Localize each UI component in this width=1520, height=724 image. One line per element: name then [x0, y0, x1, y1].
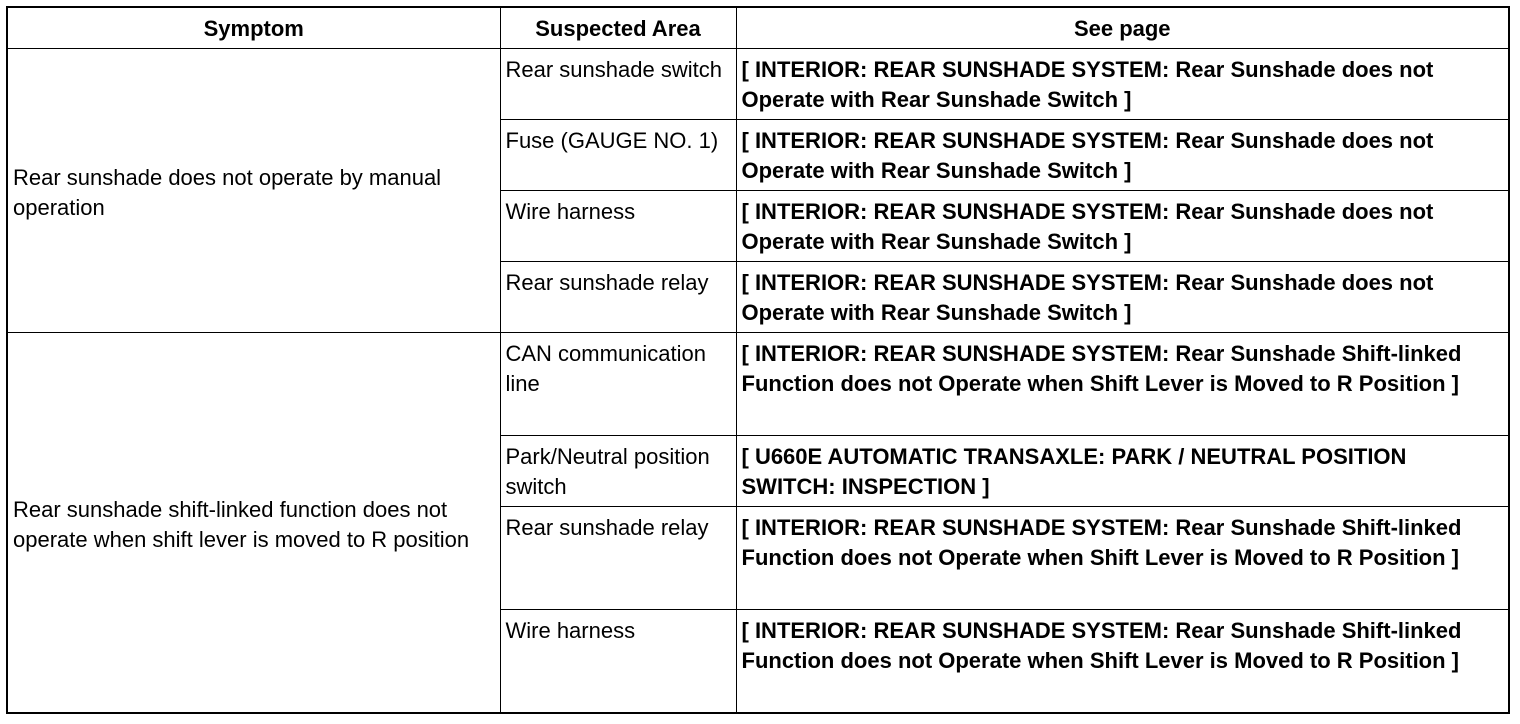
suspected-area-cell: Park/Neutral position switch	[500, 436, 736, 507]
header-symptom: Symptom	[7, 7, 500, 49]
suspected-area-cell: Rear sunshade relay	[500, 262, 736, 333]
see-page-link[interactable]: [ INTERIOR: REAR SUNSHADE SYSTEM: Rear Sunshade does not Operate with Rear Sunshade Switch ]	[736, 262, 1509, 333]
suspected-area-cell: Wire harness	[500, 191, 736, 262]
see-page-link[interactable]: [ INTERIOR: REAR SUNSHADE SYSTEM: Rear Sunshade does not Operate with Rear Sunshade Switch ]	[736, 120, 1509, 191]
symptom-cell: Rear sunshade shift-linked function does not operate when shift lever is moved to R position	[7, 333, 500, 714]
header-row	[7, 7, 1509, 49]
symptom-cell: Rear sunshade does not operate by manual operation	[7, 49, 500, 333]
see-page-link[interactable]: [ INTERIOR: REAR SUNSHADE SYSTEM: Rear Sunshade Shift-linked Function does not Operate when Shift Lever is Moved to R Position ]	[736, 333, 1509, 436]
suspected-area-cell: Rear sunshade relay	[500, 507, 736, 610]
see-page-link[interactable]: [ INTERIOR: REAR SUNSHADE SYSTEM: Rear Sunshade does not Operate with Rear Sunshade Switch ]	[736, 49, 1509, 120]
see-page-link[interactable]: [ INTERIOR: REAR SUNSHADE SYSTEM: Rear Sunshade Shift-linked Function does not Operate when Shift Lever is Moved to R Position ]	[736, 610, 1509, 714]
troubleshooting-table	[6, 6, 1510, 714]
suspected-area-cell: CAN communication line	[500, 333, 736, 436]
header-see-page: See page	[736, 7, 1509, 49]
see-page-link[interactable]: [ INTERIOR: REAR SUNSHADE SYSTEM: Rear Sunshade Shift-linked Function does not Operate when Shift Lever is Moved to R Position ]	[736, 507, 1509, 610]
table-row	[7, 49, 1509, 120]
header-suspected-area: Suspected Area	[500, 7, 736, 49]
see-page-link[interactable]: [ U660E AUTOMATIC TRANSAXLE: PARK / NEUTRAL POSITION SWITCH: INSPECTION ]	[736, 436, 1509, 507]
suspected-area-cell: Rear sunshade switch	[500, 49, 736, 120]
suspected-area-cell: Fuse (GAUGE NO. 1)	[500, 120, 736, 191]
table-row	[7, 333, 1509, 436]
see-page-link[interactable]: [ INTERIOR: REAR SUNSHADE SYSTEM: Rear Sunshade does not Operate with Rear Sunshade Switch ]	[736, 191, 1509, 262]
suspected-area-cell: Wire harness	[500, 610, 736, 714]
